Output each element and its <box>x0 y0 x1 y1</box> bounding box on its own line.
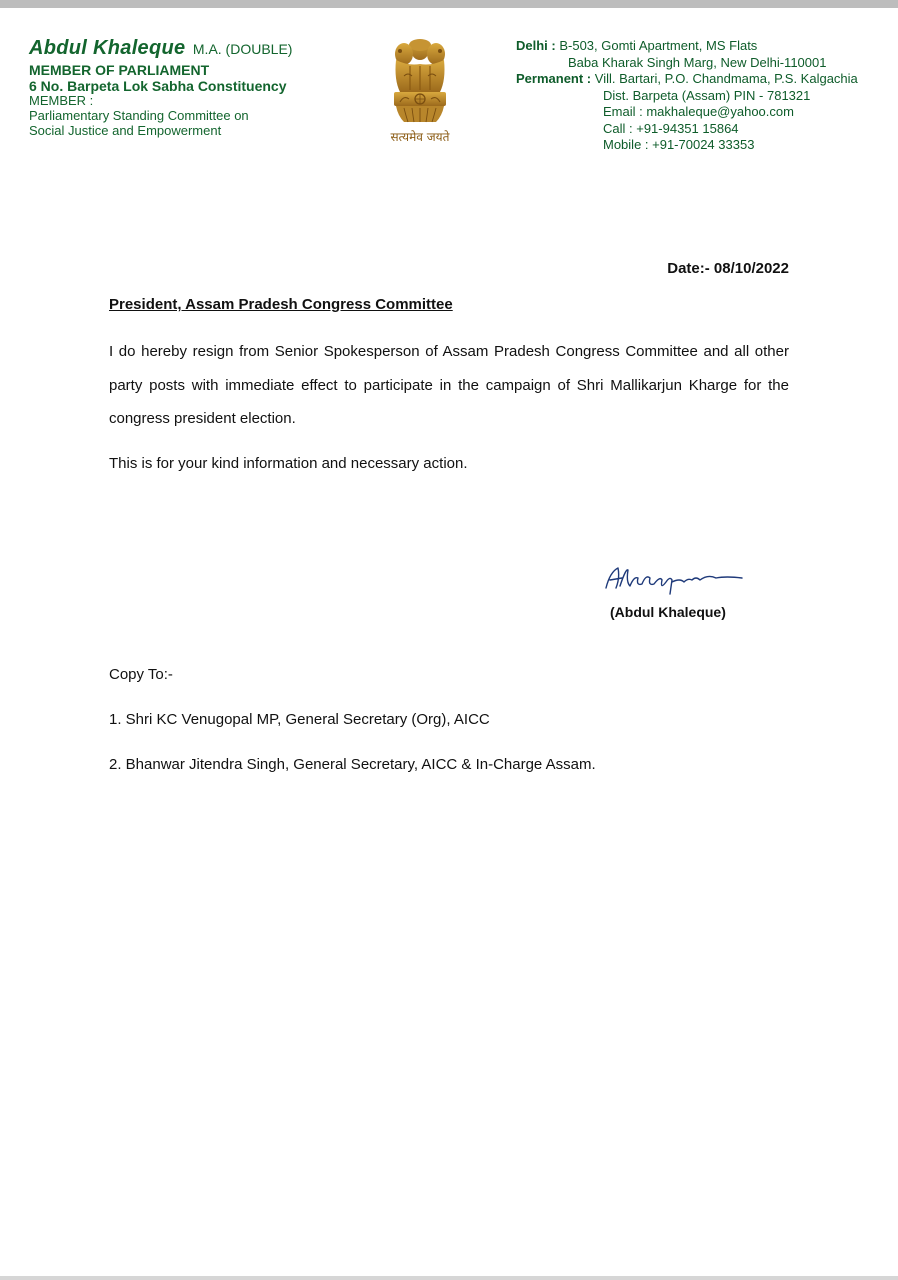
member-name-line <box>29 37 369 60</box>
permanent-label: Permanent : <box>516 71 592 86</box>
copy-to-item: 2. Bhanwar Jitendra Singh, General Secretary, AICC & In-Charge Assam. <box>109 756 596 773</box>
national-emblem <box>380 36 460 148</box>
letterhead-right <box>516 38 892 154</box>
call-number: Call : +91-94351 15864 <box>603 120 739 136</box>
emblem-motto: सत्यमेव जयते <box>390 130 450 144</box>
addressee: President, Assam Pradesh Congress Committee <box>109 296 453 313</box>
committee-line-1: Parliamentary Standing Committee on <box>29 108 249 124</box>
lion-capital-icon <box>380 36 460 128</box>
signatory-name: (Abdul Khaleque) <box>610 604 726 620</box>
mobile-number: Mobile : +91-70024 33353 <box>603 137 755 152</box>
constituency: 6 No. Barpeta Lok Sabha Constituency <box>29 78 287 95</box>
member-name: Abdul Khaleque <box>29 37 186 59</box>
bottom-border <box>0 1276 898 1280</box>
delhi-address-line-1 <box>516 38 892 55</box>
member-title: MEMBER OF PARLIAMENT <box>29 62 210 78</box>
committee-line-2: Social Justice and Empowerment <box>29 123 222 139</box>
copy-to-item: 1. Shri KC Venugopal MP, General Secretary (Org), AICC <box>109 711 490 728</box>
letter-date: Date:- 08/10/2022 <box>667 260 789 277</box>
delhi-address-line-2: Baba Kharak Singh Marg, New Delhi-110001 <box>568 54 827 70</box>
member-degree: M.A. (DOUBLE) <box>192 41 293 57</box>
member-label: MEMBER : <box>29 93 94 109</box>
email: Email : makhaleque@yahoo.com <box>603 104 794 119</box>
permanent-address-line-1 <box>516 71 892 88</box>
handwritten-signature <box>596 556 746 596</box>
delhi-address-1: B-503, Gomti Apartment, MS Flats <box>555 38 758 53</box>
copy-to-label: Copy To:- <box>109 666 173 683</box>
delhi-label: Delhi : <box>516 38 556 53</box>
permanent-address-line-2: Dist. Barpeta (Assam) PIN - 781321 <box>603 87 811 103</box>
letterhead-left <box>29 37 369 139</box>
permanent-address-1: Vill. Bartari, P.O. Chandmama, P.S. Kalgachia <box>591 71 858 86</box>
information-paragraph: This is for your kind information and necessary action. <box>109 455 468 472</box>
resignation-paragraph: I do hereby resign from Senior Spokesperson of Assam Pradesh Congress Committee and all other party posts with immediate effect to participate in the campaign of Shri Mallikarjun Kharge for the congress president election. <box>109 343 789 427</box>
top-border <box>0 0 898 8</box>
